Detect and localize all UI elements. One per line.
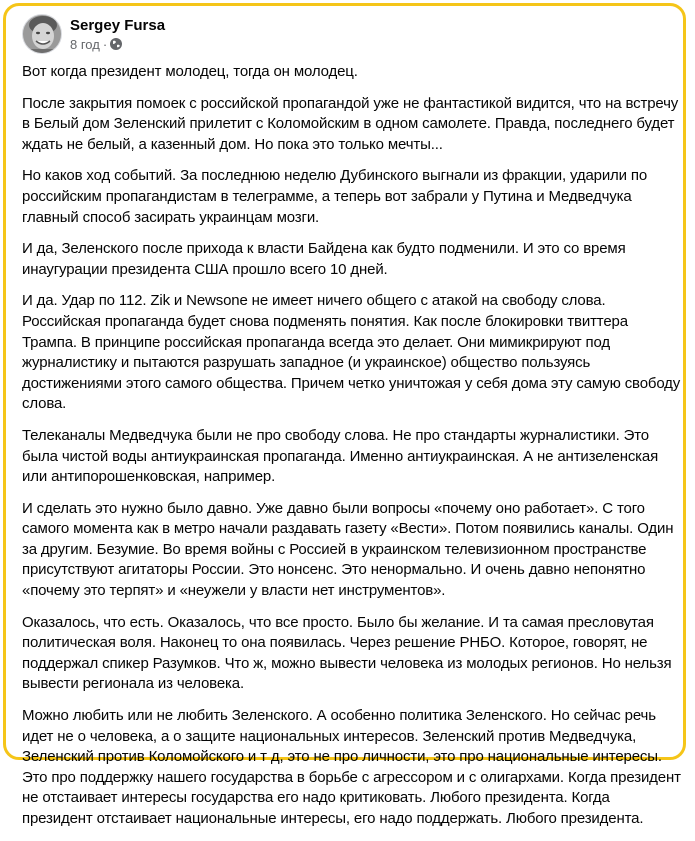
post-paragraph: И да, Зеленского после прихода к власти Байдена как будто подменили. И это со время инаугурации президента США прошло всего 10 дней. <box>22 240 626 278</box>
avatar-photo-icon <box>23 15 62 54</box>
post-meta <box>70 36 165 53</box>
meta-separator: · <box>102 36 108 52</box>
post-body <box>22 62 682 841</box>
post-paragraph: И сделать это нужно было давно. Уже давно были вопросы «почему оно работает». С того самого момента как в метро начали раздавать газету «Вести». Потом появились каналы. Один за другим. Безумие. Во время войны с Россией в украинском телевизионном пространстве присутствуют агитаторы России. Это нонсенс. Это ненормально. И очень давно непонятно «почему это терпят» и «неужели у власти нет инструментов». <box>22 499 674 600</box>
post-time[interactable]: 8 год <box>70 36 100 52</box>
post-paragraph: Вот когда президент молодец, тогда он молодец. <box>22 63 358 80</box>
post-paragraph: Но каков ход событий. За последнюю неделю Дубинского выгнали из фракции, ударили по российским пропагандистам в телеграмме, а теперь вот забрали у Путина и Медведчука главный способ засирать украинцам мозги. <box>22 167 648 226</box>
post-paragraph: И да. Удар по 112. Zik и Newsone не имеет ничего общего с атакой на свободу слова. Российская пропаганда будет снова подменять понятия. Как после блокировки твиттера Трампа. В принципе российская пропаганда всегда это делает. Они мимикрируют под журналистику и пытаются разрушать западное (и украинское) общество пользуясь достижениями этого самого общества. Причем четко уничтожая у себя дома эту самую свободу слова. <box>22 292 681 413</box>
post-paragraph: Оказалось, что есть. Оказалось, что все просто. Было бы желание. И та самая пресловутая политическая воля. Наконец то она появилась. Через решение РНБО. Которое, говорят, не поддержал спикер Разумков. Что ж, можно вывести человека из молодых регионов. Но нельзя вывести регионала из человека. <box>22 613 672 693</box>
author-name[interactable]: Sergey Fursa <box>70 16 166 34</box>
post-paragraph: После закрытия помоек с российской пропагандой уже не фантастикой видится, что на встречу в Белый дом Зеленский прилетит с Коломойским в одном самолете. Правда, последнего будет ждать не белый, а казенный дом. Но пока это только мечты... <box>22 94 679 153</box>
post-card <box>3 3 686 827</box>
post-paragraph: Телеканалы Медведчука были не про свободу слова. Не про стандарты журналистики. Это была чистой воды антиукраинская пропаганда. Именно антиукраинская. А не антизеленская или антипорошенковская, например. <box>22 426 659 486</box>
globe-icon[interactable] <box>110 38 122 50</box>
post-header <box>22 14 165 54</box>
post-paragraph: Можно любить или не любить Зеленского. А особенно политика Зеленского. Но сейчас речь идет не о человека, а о защите национальных интересов. Зеленский против Медведчука, Зеленский против Коломойского и т д, это не про личности, это про национальные интересы. Это про поддержку нашего государства в борьбе с агрессором и с олигархами. Когда президент не отстаивает интересы государства его надо критиковать. Любого президента. Когда президент отстаивает национальные интересы, его надо поддержать. Любого президента. <box>22 707 681 827</box>
author-avatar[interactable] <box>22 14 62 54</box>
